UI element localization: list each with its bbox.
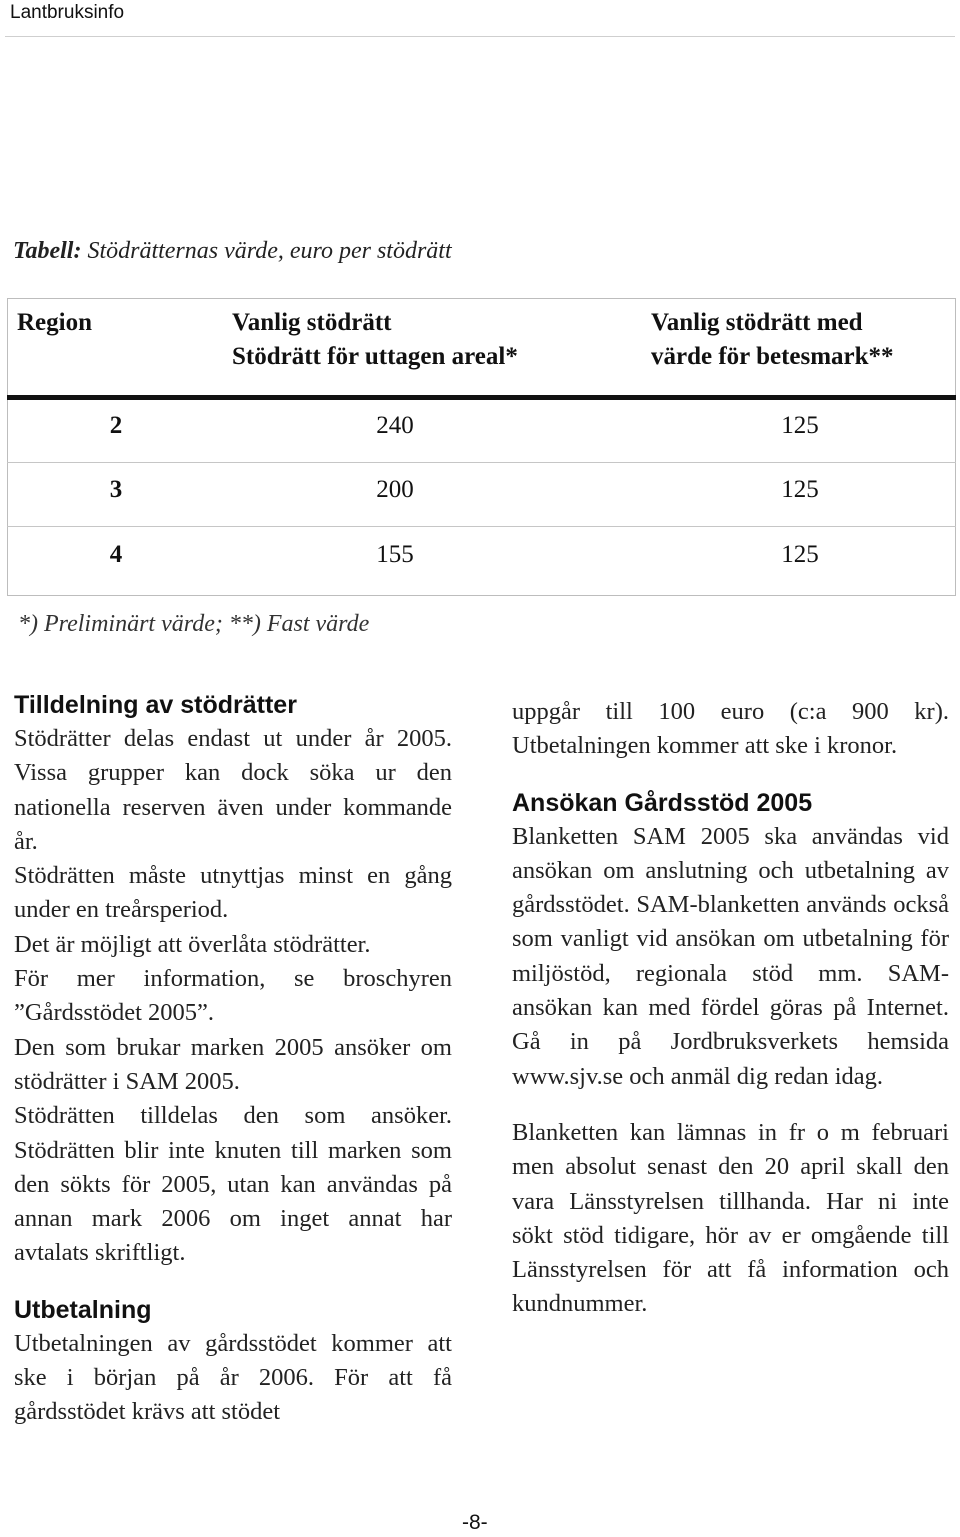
table-cell-region: 2 bbox=[109, 412, 123, 439]
table-header-region: Region bbox=[17, 309, 92, 336]
table-caption-label: Tabell: bbox=[13, 238, 82, 264]
paragraph: Stödrätten måste utnyttjas minst en gång under en treårsperiod. bbox=[14, 862, 452, 924]
paragraph: Utbetalningen av gårdsstödet kommer att ske i början på år 2006. För att få gårdsstödet krävs att stödet bbox=[14, 1329, 452, 1426]
paragraph: uppgår till 100 euro (c:a 900 kr). Utbetalningen kommer att ske i kronor. bbox=[512, 698, 949, 760]
table-cell-col1: 200 bbox=[376, 476, 414, 503]
spacer bbox=[512, 1094, 949, 1116]
paragraph: Blanketten SAM 2005 ska användas vid ansökan om anslutning och utbetalning av gårdsstödet. SAM-blanketten används också som vanligt vid ansökan om utbetalning för miljöstöd, regionala stöd mm. SAM-ansökan kan med fördel göras på Internet. Gå in på Jordbruksverkets hemsida www.sjv.se och anmäl dig redan idag. bbox=[512, 822, 949, 1090]
table-row-divider bbox=[7, 462, 956, 463]
table-caption-text: Stödrätternas värde, euro per stödrätt bbox=[81, 238, 452, 264]
paragraph: Stödrätten tilldelas den som ansöker. Stödrätten blir inte knuten till marken som den sökts för 2005, utan kan användas på annan mark 2006 om inget annat har avtalats skriftligt. bbox=[14, 1102, 452, 1267]
paragraph: Den som brukar marken 2005 ansöker om stödrätter i SAM 2005. bbox=[14, 1033, 452, 1095]
table-header-divider bbox=[7, 395, 956, 400]
table-header-col1 bbox=[232, 306, 518, 374]
paragraph: Det är möjligt att överlåta stödrätter. bbox=[14, 930, 371, 958]
table-footnote: *) Preliminärt värde; **) Fast värde bbox=[18, 611, 370, 637]
table-caption bbox=[13, 238, 452, 265]
header-divider bbox=[5, 36, 955, 37]
table-cell-col1: 155 bbox=[376, 541, 414, 568]
table-row-divider bbox=[7, 526, 956, 527]
table-cell-col2: 125 bbox=[781, 412, 819, 439]
table-cell-region: 4 bbox=[109, 541, 123, 568]
section-heading-utbetalning: Utbetalning bbox=[14, 1295, 152, 1324]
page-number: -8- bbox=[462, 1511, 488, 1534]
paragraph: Stödrätter delas endast ut under år 2005. Vissa grupper kan dock söka ur den nationella reserven även under kommande år. bbox=[14, 725, 452, 855]
spacer bbox=[512, 764, 949, 786]
paragraph: För mer information, se broschyren ”Gårdsstödet 2005”. bbox=[14, 965, 452, 1027]
page-header-title: Lantbruksinfo bbox=[10, 2, 125, 23]
table-cell-col2: 125 bbox=[781, 476, 819, 503]
table-header-col2 bbox=[651, 306, 894, 374]
table-header-col1-line1: Vanlig stödrätt bbox=[232, 309, 392, 336]
section-heading-ansokan: Ansökan Gårdsstöd 2005 bbox=[512, 788, 813, 817]
section-heading-tilldelning: Tilldelning av stödrätter bbox=[14, 691, 297, 719]
table-cell-col1: 240 bbox=[376, 412, 414, 439]
table-header-col2-line1: Vanlig stödrätt med bbox=[651, 309, 863, 336]
right-column bbox=[512, 695, 949, 1322]
left-column bbox=[14, 688, 452, 1430]
table-cell-col2: 125 bbox=[781, 541, 819, 568]
spacer bbox=[14, 1271, 452, 1293]
table-header-col2-line2: värde för betesmark** bbox=[651, 343, 894, 370]
table-header-col1-line2: Stödrätt för uttagen areal* bbox=[232, 343, 518, 370]
table-cell-region: 3 bbox=[109, 476, 123, 503]
paragraph: Blanketten kan lämnas in fr o m februari men absolut senast den 20 april skall den vara Länsstyrelsen tillhanda. Har ni inte sökt stöd tidigare, hör av er omgående till Länsstyrelsen för att få information och kundnummer. bbox=[512, 1118, 949, 1318]
